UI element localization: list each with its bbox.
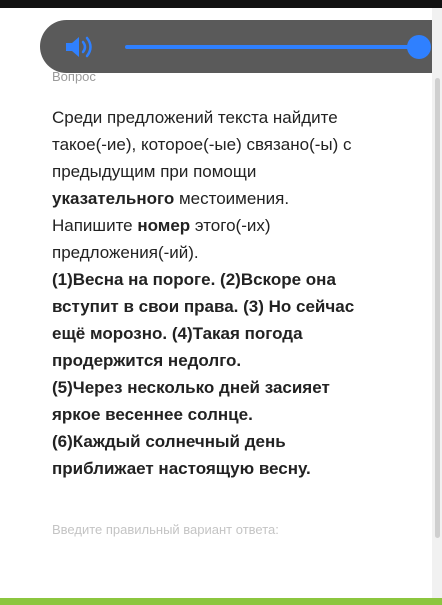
instruction-1-emphasis: указательного xyxy=(52,189,175,208)
speaker-icon[interactable] xyxy=(64,34,98,60)
audio-seek-thumb[interactable] xyxy=(407,35,431,59)
instruction-2: Напишите номер этого(-их) предложения(-ий). xyxy=(52,216,271,262)
sentence: (1)Весна на пороге. xyxy=(52,270,216,289)
audio-player xyxy=(40,20,442,73)
sentence: (5)Через несколько дней засияет яркое весеннее солнце. xyxy=(52,378,330,424)
top-bar xyxy=(0,0,442,8)
scrollbar-thumb[interactable] xyxy=(435,78,440,538)
scrollbar[interactable] xyxy=(432,8,442,598)
answer-input[interactable]: Введите правильный вариант ответа: xyxy=(52,522,279,537)
sentence: (3) Но сейчас ещё морозно. xyxy=(52,297,355,343)
instruction-2-emphasis: номер xyxy=(137,216,191,235)
audio-seek-track[interactable] xyxy=(125,45,420,49)
bottom-bar xyxy=(0,598,442,605)
sentence: (4)Такая погода продержится недолго. xyxy=(52,324,303,370)
sentence: (2)Вскоре она вступит в свои права. xyxy=(52,270,336,316)
text-sentences xyxy=(52,266,372,482)
question-content xyxy=(52,104,372,482)
question-label: Вопрос xyxy=(52,69,96,84)
sentence: (6)Каждый солнечный день приближает настоящую весну. xyxy=(52,432,311,478)
instruction-1: Среди предложений текста найдите такое(-ие), которое(-ые) связано(-ы) с предыдущим при помощи указательного местоимения. xyxy=(52,108,352,208)
